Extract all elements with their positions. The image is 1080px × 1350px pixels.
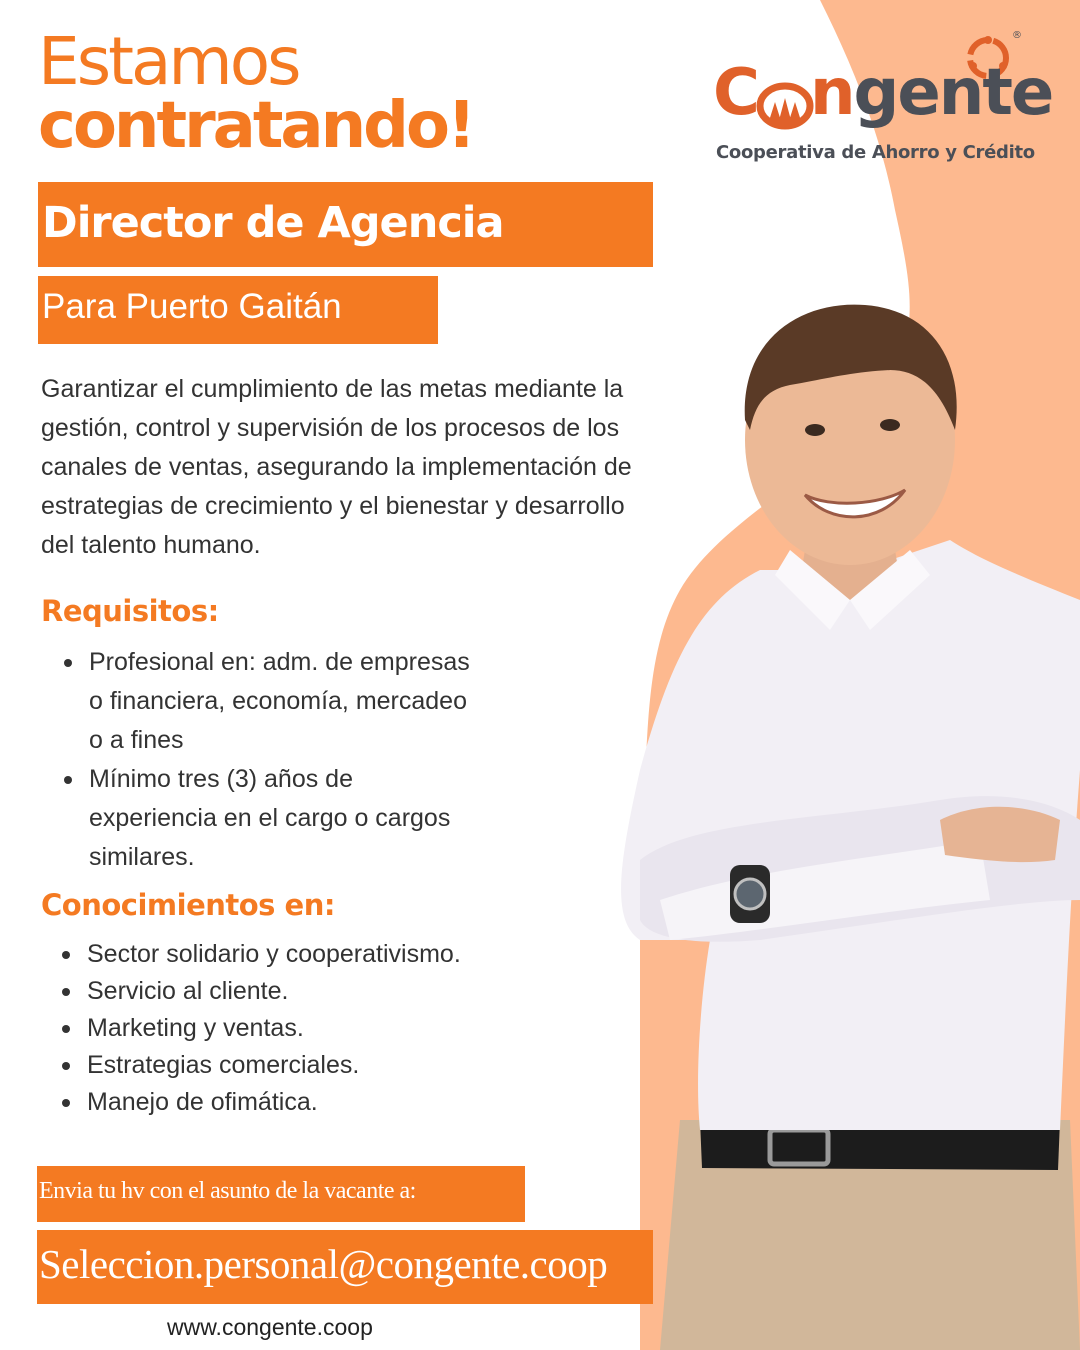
headline-line1: Estamos: [38, 23, 299, 100]
list-item: Profesional en: adm. de empresas o financiera, economía, mercadeo o a fines: [41, 643, 481, 760]
contact-email-link[interactable]: Seleccion.personal@congente.coop: [39, 1241, 608, 1287]
list-item: Marketing y ventas.: [41, 1010, 561, 1047]
logo-people-icon: [758, 84, 812, 128]
requirements-list: [41, 643, 481, 877]
registered-mark: ®: [1012, 30, 1022, 41]
location-band: [38, 276, 438, 344]
job-description: Garantizar el cumplimiento de las metas mediante la gestión, control y supervisión de los procesos de los canales de ventas, asegurando la implementación de estrategias de crecimiento y el bienestar y desarrollo del talento humano.: [41, 375, 632, 559]
person-photo: [600, 300, 1080, 1350]
knowledge-list: [41, 936, 561, 1121]
send-cv-instruction: Envia tu hv con el asunto de la vacante a:: [39, 1178, 416, 1204]
email-band: [37, 1230, 653, 1304]
list-item: Manejo de ofimática.: [41, 1084, 561, 1121]
send-cv-band: [37, 1166, 525, 1222]
list-item: Sector solidario y cooperativismo.: [41, 936, 561, 973]
website-link[interactable]: www.congente.coop: [167, 1314, 373, 1340]
logo-wordmark: C ngente: [713, 56, 1053, 130]
headline-line2: contratando!: [38, 89, 474, 163]
knowledge-heading: Conocimientos en:: [41, 888, 335, 922]
job-title-band: [38, 182, 653, 267]
headline: [38, 23, 474, 163]
job-title: Director de Agencia: [42, 198, 504, 248]
list-item: Mínimo tres (3) años de experiencia en el cargo o cargos similares.: [41, 760, 481, 877]
list-item: Estrategias comerciales.: [41, 1047, 561, 1084]
location: Para Puerto Gaitán: [42, 287, 342, 326]
list-item: Servicio al cliente.: [41, 973, 561, 1010]
logo-tagline: Cooperativa de Ahorro y Crédito: [716, 142, 1035, 163]
requirements-heading: Requisitos:: [41, 594, 219, 628]
